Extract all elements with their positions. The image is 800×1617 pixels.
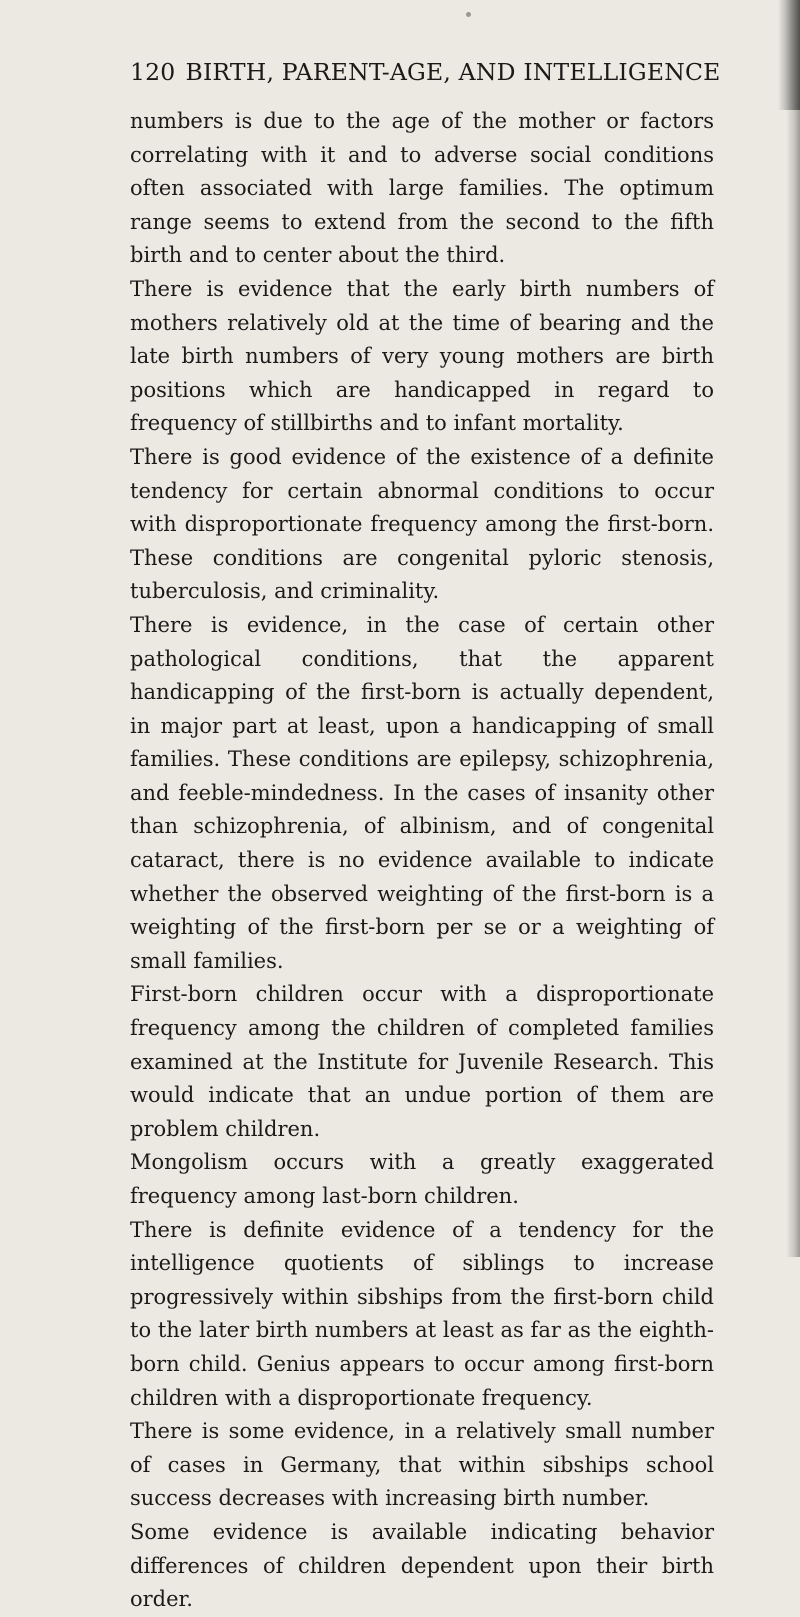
page-number: 120 — [130, 58, 176, 86]
paragraph-juvenile-research: First-born children occur with a disproportionate frequency among the children of completed families examined at the Institute for Juvenile Research. This would indicate that an undue portion of them are problem children. — [130, 982, 714, 1141]
paragraph-intelligence: There is definite evidence of a tendency for the intelligence quotients of siblings to increase progressively within sibships from the first-born child to the later birth numbers at least as far as the eighth-born child. Genius appears to occur among first-born children with a disproportionate frequency. — [130, 1217, 714, 1410]
paragraph-school-success: There is some evidence, in a relatively small number of cases in Germany, that within sibships school success decreases with increasing birth number. — [130, 1419, 714, 1511]
paragraph-mongolism: Mongolism occurs with a greatly exaggerated frequency among last-born children. — [130, 1150, 714, 1208]
page-edge-shadow — [786, 0, 800, 1257]
body-text — [130, 105, 714, 1617]
running-header — [130, 58, 721, 86]
paragraph-behavior: Some evidence is available indicating behavior differences of children dependent upon their birth order. — [130, 1519, 714, 1612]
scan-speck — [466, 12, 471, 17]
paragraph-continued: numbers is due to the age of the mother or factors correlating with it and to adverse social conditions often associated with large families. The optimum range seems to extend from the second to the fifth birth and to center about the third. — [130, 109, 714, 268]
paragraph-stillbirths: There is evidence that the early birth numbers of mothers relatively old at the time of bearing and the late birth numbers of very young mothers are birth positions which are handicapped in regard to frequency of stillbirths and to infant mortality. — [130, 276, 714, 436]
running-title: BIRTH, PARENT-AGE, AND INTELLIGENCE — [185, 58, 721, 86]
book-spine-shadow — [778, 0, 800, 110]
paragraph-abnormal-conditions: There is good evidence of the existence of a definite tendency for certain abnormal conditions to occur with disproportionate frequency among the first-born. These conditions are congenital pyloric stenosis, tuberculosis, and criminality. — [130, 444, 714, 604]
paragraph-pathological-conditions: There is evidence, in the case of certain other pathological conditions, that the apparent handicapping of the first-born is actually dependent, in major part at least, upon a handicapping of small families. These conditions are epilepsy, schizophrenia, and feeble-mindedness. In the cases of insanity other than schizophrenia, of albinism, and of congenital cataract, there is no evidence available to indicate whether the observed weighting of the first-born is a weighting of the first-born per se or a weighting of small families. — [130, 612, 714, 973]
